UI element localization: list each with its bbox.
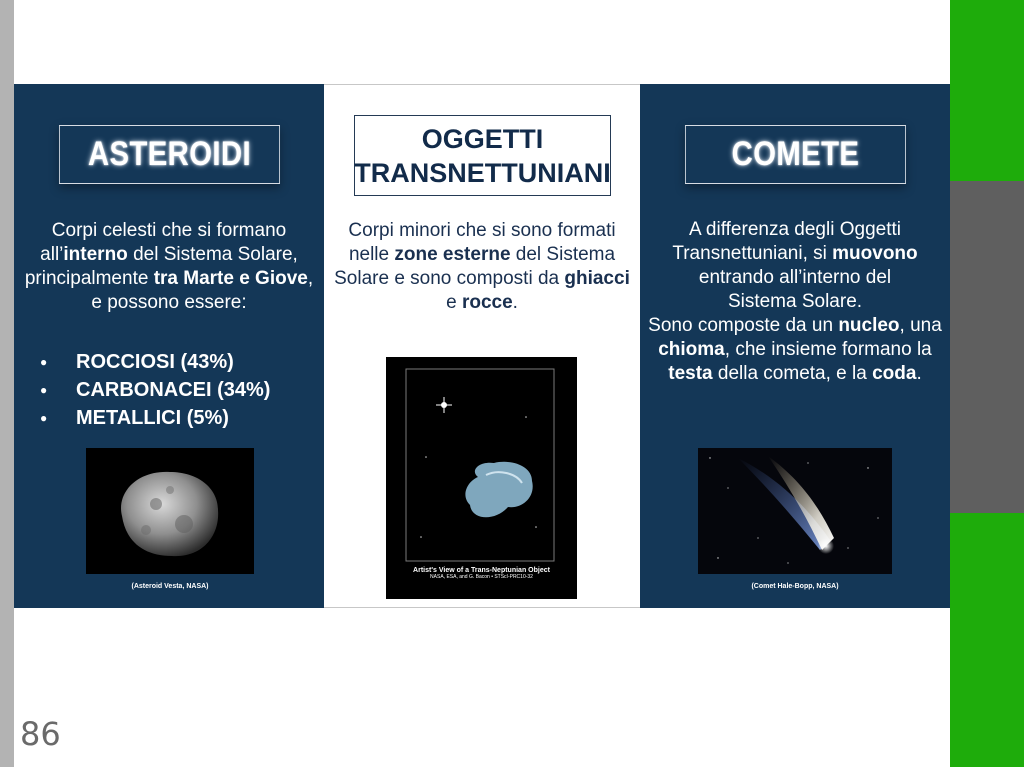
asteroids-text-line: principalmente tra Marte e Giove, — [24, 268, 314, 289]
page-number: 86 — [20, 715, 61, 753]
tno-artist-image — [386, 357, 577, 599]
asteroids-types-list — [32, 348, 312, 432]
asteroids-text-line: e possono essere: — [91, 292, 247, 313]
tno-image-caption — [386, 567, 577, 580]
comets-text-line: Transnettuniani, si muovono — [672, 243, 918, 264]
left-rule — [0, 0, 14, 767]
list-item: ● ROCCIOSI (43%) — [32, 348, 312, 376]
tno-text-line: Solare e sono composti da ghiacci — [334, 268, 630, 289]
accent-gray-middle — [950, 181, 1024, 513]
comets-text-line: chioma, che insieme formano la — [658, 339, 932, 360]
asteroids-text-line: Corpi celesti che si formano — [51, 220, 287, 241]
accent-green-bottom — [950, 513, 1024, 767]
asteroid-vesta-image — [86, 448, 254, 574]
tno-description — [324, 219, 640, 315]
comets-text-line: A differenza degli Oggetti — [689, 219, 901, 240]
comet-image-caption: (Comet Hale-Bopp, NASA) — [751, 583, 839, 590]
comets-panel — [640, 84, 950, 608]
comets-text-line: Sono composte da un nucleo, una — [648, 315, 942, 336]
comets-text-line: entrando all’interno del — [698, 267, 892, 288]
tno-illustration — [386, 357, 577, 599]
asteroids-text-line: all’interno del Sistema Solare, — [40, 244, 298, 265]
asteroid-illustration — [86, 448, 254, 574]
tno-text-line: e rocce. — [446, 292, 518, 313]
comets-description — [640, 218, 950, 386]
comets-title — [685, 125, 906, 184]
tno-caption-line: NASA, ESA, and G. Bacon • STScI-PRC10-32 — [430, 574, 533, 580]
right-accent-bar — [950, 0, 1024, 767]
asteroids-panel — [14, 84, 324, 608]
comet-illustration — [698, 448, 892, 574]
tno-title-line: TRANSNETTUNIANI — [354, 157, 611, 188]
comets-text-line: testa della cometa, e la coda. — [668, 363, 922, 384]
tno-caption-line: Artist's View of a Trans-Neptunian Object — [413, 567, 550, 574]
list-item: ● CARBONACEI (34%) — [32, 376, 312, 404]
accent-green-top — [950, 0, 1024, 181]
tno-panel — [324, 84, 640, 608]
asteroids-description — [14, 219, 324, 315]
comets-title-text: COMETE — [731, 135, 860, 173]
tno-text-line: nelle zone esterne del Sistema — [348, 244, 616, 265]
tno-title-line: OGGETTI — [421, 123, 544, 154]
asteroid-image-caption: (Asteroid Vesta, NASA) — [131, 583, 209, 590]
list-item: ● METALLICI (5%) — [32, 404, 312, 432]
tno-title — [354, 115, 611, 196]
comets-text-line: Sistema Solare. — [727, 291, 863, 312]
asteroids-title-text: ASTEROIDI — [87, 135, 252, 173]
comet-hale-bopp-image — [698, 448, 892, 574]
asteroids-title — [59, 125, 280, 184]
tno-text-line: Corpi minori che si sono formati — [348, 220, 616, 241]
